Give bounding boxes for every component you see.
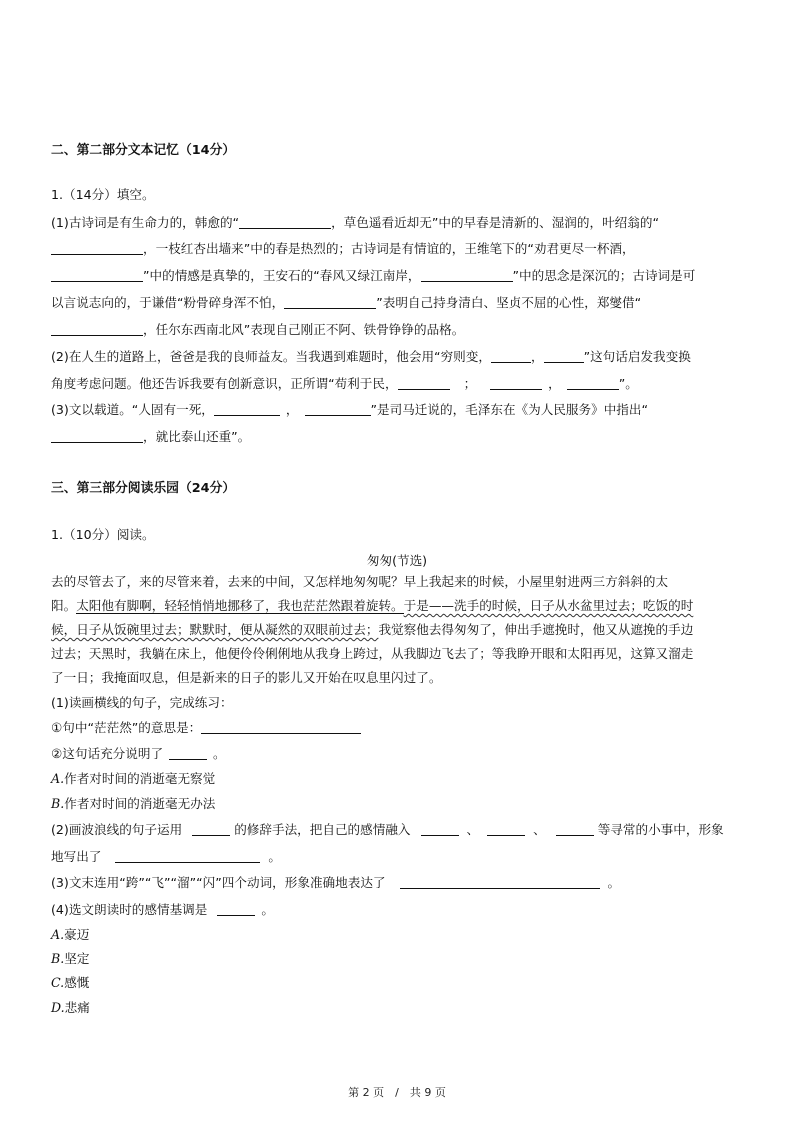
option-b[interactable] [51, 950, 89, 968]
text-span: 以言说志向的，于谦借“粉骨碎身浑不怕， [51, 295, 285, 310]
text-span: 。 [261, 902, 274, 917]
text-span: ，就比泰山还重”。 [143, 429, 251, 444]
text-span: ”中的思念是深沉的；古诗词是可 [512, 268, 696, 283]
wavy-sentence: 候，日子从饭碗里过去；默默时，便从凝然的双眼前过去； [51, 622, 379, 637]
sub-question [51, 719, 361, 737]
text-span: 、 [466, 822, 480, 837]
text-span: 阳。 [51, 598, 77, 613]
text-span: (2)在人生的道路上，爸爸是我的良师益友。当我遇到难题时，他会用“穷则变， [51, 349, 491, 364]
text-line [51, 267, 695, 285]
option-b[interactable] [51, 795, 215, 813]
passage-line: 了一日；我掩面叹息，但是新来的日子的影儿又开始在叹息里闪过了。 [51, 670, 442, 685]
answer-blank[interactable] [239, 214, 331, 229]
answer-blank[interactable] [214, 401, 280, 416]
question-label: 1.（10分）阅读。 [51, 527, 155, 542]
option-text: 豪迈 [64, 927, 90, 942]
text-span: 角度考虑问题。他还告诉我要有创新意识，正所谓“苟利于民， [51, 376, 398, 391]
text-span: (2)画波浪线的句子运用 [51, 822, 183, 837]
text-span: ”这句话启发我变换 [583, 349, 691, 364]
sub-question [51, 901, 274, 919]
text-line [51, 214, 659, 232]
answer-blank[interactable] [567, 375, 619, 390]
text-span: ，一枝红杏出墙来”中的春是热烈的；古诗词是有情谊的，王维笔下的“劝君更尽一杯酒， [143, 241, 635, 256]
answer-blank[interactable] [217, 901, 255, 916]
answer-blank[interactable] [305, 401, 371, 416]
option-c[interactable] [51, 974, 89, 992]
answer-blank[interactable] [201, 719, 361, 734]
text-span: (3)文末连用“跨”“飞”“溜”“闪”四个动词，形象准确地表达了 [51, 875, 386, 890]
option-letter: C. [51, 975, 65, 990]
text-span: 地写出了 [51, 849, 102, 864]
option-a[interactable] [51, 926, 89, 944]
answer-blank[interactable] [51, 240, 143, 255]
answer-blank[interactable] [556, 821, 594, 836]
text-line [51, 294, 641, 312]
text-span: ”表明自己持身清白、坚贞不屈的心性，郑燮借“ [376, 295, 642, 310]
text-span: ”是司马迁说的，毛泽东在《为人民服务》中指出“ [370, 402, 649, 417]
answer-blank[interactable] [490, 375, 542, 390]
text-span: (3)文以载道。“人固有一死， [51, 402, 214, 417]
text-line [51, 428, 250, 446]
text-line [51, 321, 464, 339]
text-span: ①句中“茫茫然”的意思是： [51, 720, 202, 735]
answer-blank[interactable] [398, 375, 450, 390]
question-label: 1.（14分）填空。 [51, 187, 155, 202]
text-span: ； [463, 376, 477, 391]
text-line [51, 375, 638, 393]
text-span: ，任尔东西南北风”表现自己刚正不阿、铁骨铮铮的品格。 [143, 322, 465, 337]
answer-blank[interactable] [421, 267, 513, 282]
option-letter: D. [51, 1000, 65, 1015]
text-span: 的修辞手法，把自己的感情融入 [234, 822, 411, 837]
text-span: 。 [213, 746, 226, 761]
option-text: 感慨 [64, 975, 90, 990]
text-line [51, 401, 648, 419]
option-letter: B. [51, 951, 65, 966]
option-text: 坚定 [64, 951, 90, 966]
text-span: ，草色遥看近却无”中的早春是清新的、湿润的，叶绍翁的“ [331, 215, 659, 230]
text-span: ， [548, 376, 561, 391]
answer-blank[interactable] [284, 294, 376, 309]
text-span: 。 [268, 849, 281, 864]
page-footer: 第 2 页 / 共 9 页 [348, 1086, 446, 1099]
passage-line [51, 621, 693, 639]
text-span: (4)选文朗读时的感情基调是 [51, 902, 208, 917]
text-span: ”。 [618, 376, 638, 391]
option-text: 作者对时间的消逝毫无察觉 [64, 771, 216, 786]
option-a[interactable] [51, 770, 215, 788]
sub-question: (1)读画横线的句子，完成练习： [51, 695, 233, 710]
option-letter: B. [51, 796, 65, 811]
text-span: 等寻常的小事中，形象 [597, 822, 724, 837]
answer-blank[interactable] [51, 428, 143, 443]
text-line [51, 240, 635, 258]
text-span: (1)古诗词是有生命力的，韩愈的“ [51, 215, 240, 230]
wavy-sentence: 于是——洗手的时候，日子从水盆里过去；吃饭的时 [403, 598, 694, 613]
answer-blank[interactable] [115, 848, 260, 863]
sub-question [51, 745, 226, 763]
text-span: ②这句话充分说明了 [51, 746, 164, 761]
text-span: ， [285, 402, 299, 417]
text-span: 我觉察他去得匆匆了，伸出手遮挽时，他又从遮挽的手边 [378, 622, 694, 637]
option-d[interactable] [51, 999, 90, 1017]
option-text: 悲痛 [64, 1000, 90, 1015]
text-span: ， [530, 349, 544, 364]
section-heading-3: 三、第三部分阅读乐园（24分） [51, 481, 236, 496]
text-span: 。 [607, 875, 621, 890]
answer-blank[interactable] [51, 321, 143, 336]
sub-question [51, 821, 724, 839]
underlined-sentence: 太阳他有脚啊，轻轻悄悄地挪移了，我也茫茫然跟着旋转。 [76, 598, 404, 613]
sub-question [51, 848, 281, 866]
answer-blank[interactable] [192, 821, 230, 836]
text-span: ”中的情感是真挚的，王安石的“春风又绿江南岸， [143, 268, 421, 283]
section-heading-2: 二、第二部分文本记忆（14分） [51, 143, 236, 158]
answer-blank[interactable] [400, 874, 600, 889]
answer-blank[interactable] [487, 821, 525, 836]
passage-line: 过去；天黑时，我躺在床上，他便伶伶俐俐地从我身上跨过，从我脚边飞去了；等我睁开眼和太阳再见，这算又溜走 [51, 646, 694, 661]
answer-blank[interactable] [169, 745, 207, 760]
option-letter: A. [51, 927, 65, 942]
passage-line: 去的尽管去了，来的尽管来着，去来的中间，又怎样地匆匆呢？早上我起来的时候，小屋里射进两三方斜斜的太 [51, 574, 669, 589]
sub-question [51, 874, 620, 892]
passage-line [51, 597, 693, 615]
answer-blank[interactable] [491, 348, 531, 363]
text-span: 、 [533, 822, 546, 837]
option-text: 作者对时间的消逝毫无办法 [64, 796, 216, 811]
answer-blank[interactable] [421, 821, 459, 836]
option-letter: A. [51, 771, 65, 786]
answer-blank[interactable] [51, 267, 143, 282]
passage-title: 匆匆(节选) [366, 553, 428, 568]
text-line [51, 348, 691, 366]
answer-blank[interactable] [544, 348, 584, 363]
